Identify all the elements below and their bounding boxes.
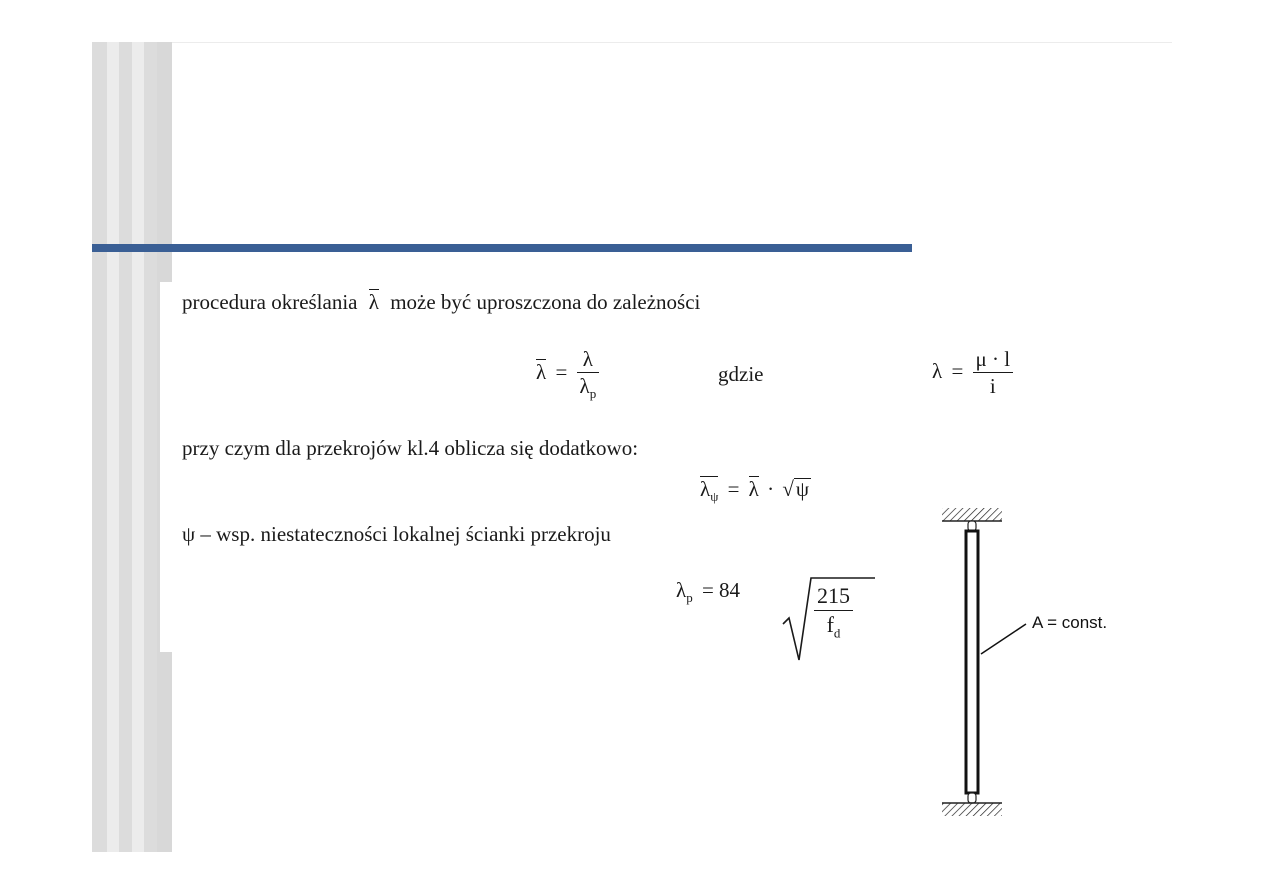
formula-lambda [932, 346, 1013, 401]
intro-pre: procedura określania [182, 290, 358, 314]
formula3-rhs: λ [748, 477, 759, 501]
formula2-lhs: λ [932, 359, 943, 384]
formula4-fraction [814, 582, 853, 642]
formula2-fraction [973, 346, 1014, 401]
stripe [107, 42, 119, 852]
formula-lambda-psi [700, 478, 811, 503]
area-const-label: A = const. [1032, 613, 1108, 632]
formula4-eq: = 84 [701, 578, 741, 602]
formula-lambda-bar [536, 346, 599, 403]
stripe [144, 42, 157, 852]
formula1-numerator: λ [577, 346, 600, 373]
formula2-denominator: i [989, 374, 996, 399]
column-member [966, 531, 978, 793]
formula4-denominator: $f_d$ [826, 611, 841, 640]
formula1-lhs: λ [536, 360, 547, 385]
class4-line: przy czym dla przekrojów kl.4 oblicza się dodatkowo: [182, 436, 639, 460]
formula4-numerator: 215 [814, 582, 853, 611]
top-fixed-support [942, 508, 1002, 531]
lambda-bar-symbol: λ [368, 290, 379, 314]
formula4-lhs: $\lambda_p$ [676, 578, 693, 606]
formula1-eq: = [555, 360, 568, 385]
stripe [119, 42, 132, 852]
formula3-sqrt-sign: √ [782, 477, 794, 501]
label-leader-line [981, 624, 1026, 654]
formula-lambda-p [676, 580, 740, 604]
psi-definition-line: ψ – wsp. niestateczności lokalnej ścianki przekroju [182, 522, 611, 546]
title-accent-bar [92, 244, 912, 252]
gdzie-label: gdzie [718, 362, 764, 386]
formula3-dot: · [767, 477, 775, 501]
formula1-fraction [577, 346, 600, 403]
column-diagram [930, 498, 1020, 828]
stripe [132, 42, 144, 852]
intro-post: może być uproszczona do zależności [390, 290, 701, 314]
formula3-radicand: ψ [795, 477, 810, 501]
intro-line [182, 292, 700, 313]
top-rule [92, 42, 1172, 43]
formula2-eq: = [951, 359, 964, 384]
formula1-denominator: $\lambda_p$ [579, 374, 597, 402]
formula2-numerator: μ · l [973, 346, 1014, 373]
stripe [92, 42, 107, 852]
formula3-lhs: $\lambda_\psi$ [700, 477, 719, 505]
bottom-fixed-support [942, 793, 1002, 816]
formula3-eq: = [727, 477, 740, 501]
